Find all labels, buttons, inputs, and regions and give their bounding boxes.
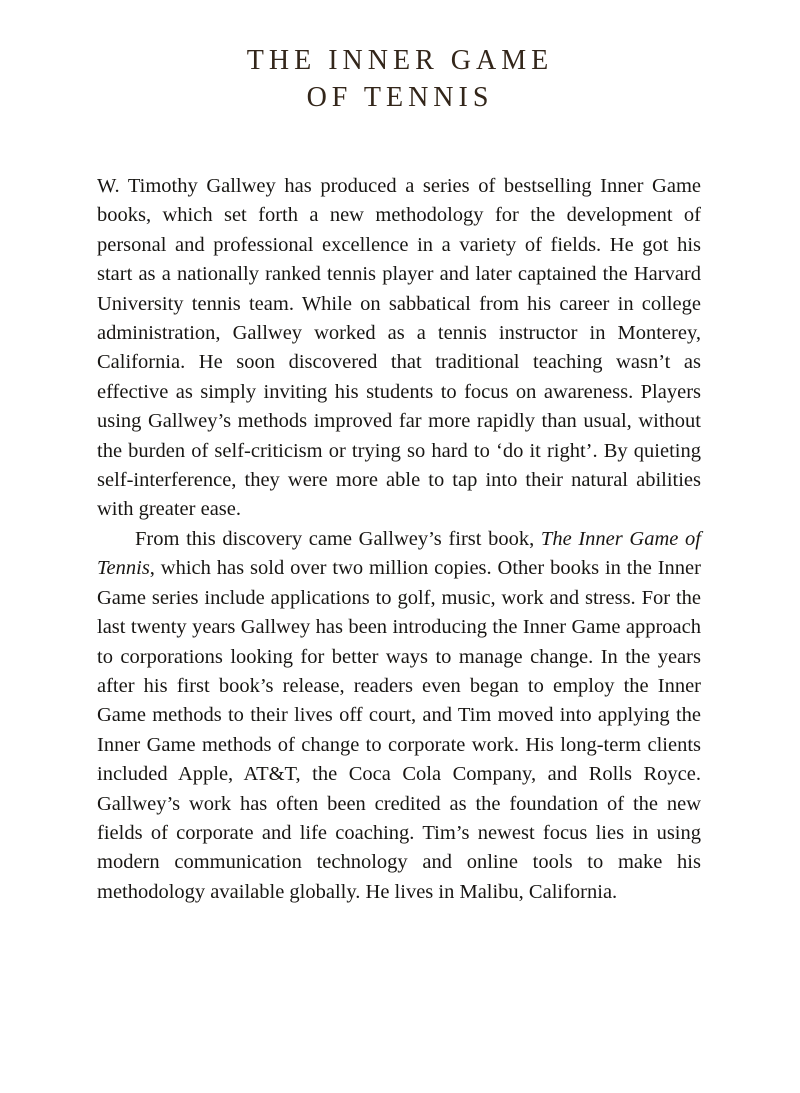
page-title-line2: OF TENNIS <box>306 82 494 113</box>
paragraph-2-text-before: From this discovery came Gallwey’s first book, <box>135 527 541 550</box>
paragraph-author-bio-1 <box>97 172 701 525</box>
paragraph-2-text-after: , which has sold over two million copies. Other books in the Inner Game series include applications to golf, music, work and stress. For the last twenty years Gallwey has been introducing the Inner Game approach to corporations looking for better ways to manage change. In the years after his first book’s release, readers even began to employ the Inner Game methods to their lives off court, and Tim moved into applying the Inner Game methods of change to corporate work. His long-term clients included Apple, AT&T, the Coca Cola Company, and Rolls Royce. Gallwey’s work has often been credited as the foundation of the new fields of corporate and life coaching. Tim’s newest focus lies in using modern communication technology and online tools to make his methodology available globally. He lives in Malibu, California. <box>97 557 701 903</box>
paragraph-author-bio-2 <box>97 525 701 907</box>
book-title-inline-italic: The Inner Game of Tennis <box>97 527 701 580</box>
paragraph-1-text: W. Timothy Gallwey has produced a series of bestselling Inner Game books, which set forth a new methodology for the development of personal and professional excellence in a variety of fields. He got his start as a nationally ranked tennis player and later captained the Harvard University tennis team. While on sabbatical from his career in college administration, Gallwey worked as a tennis instructor in Monterey, California. He soon discovered that traditional teaching wasn’t as effective as simply inviting his students to focus on awareness. Players using Gallwey’s methods improved far more rapidly than usual, without the burden of self-criticism or trying so hard to ‘do it right’. By quieting self-interference, they were more able to tap into their natural abilities with greater ease. <box>97 175 701 521</box>
page-title-line1: THE INNER GAME <box>246 45 554 76</box>
page-title <box>0 42 800 116</box>
body-text <box>97 172 701 907</box>
